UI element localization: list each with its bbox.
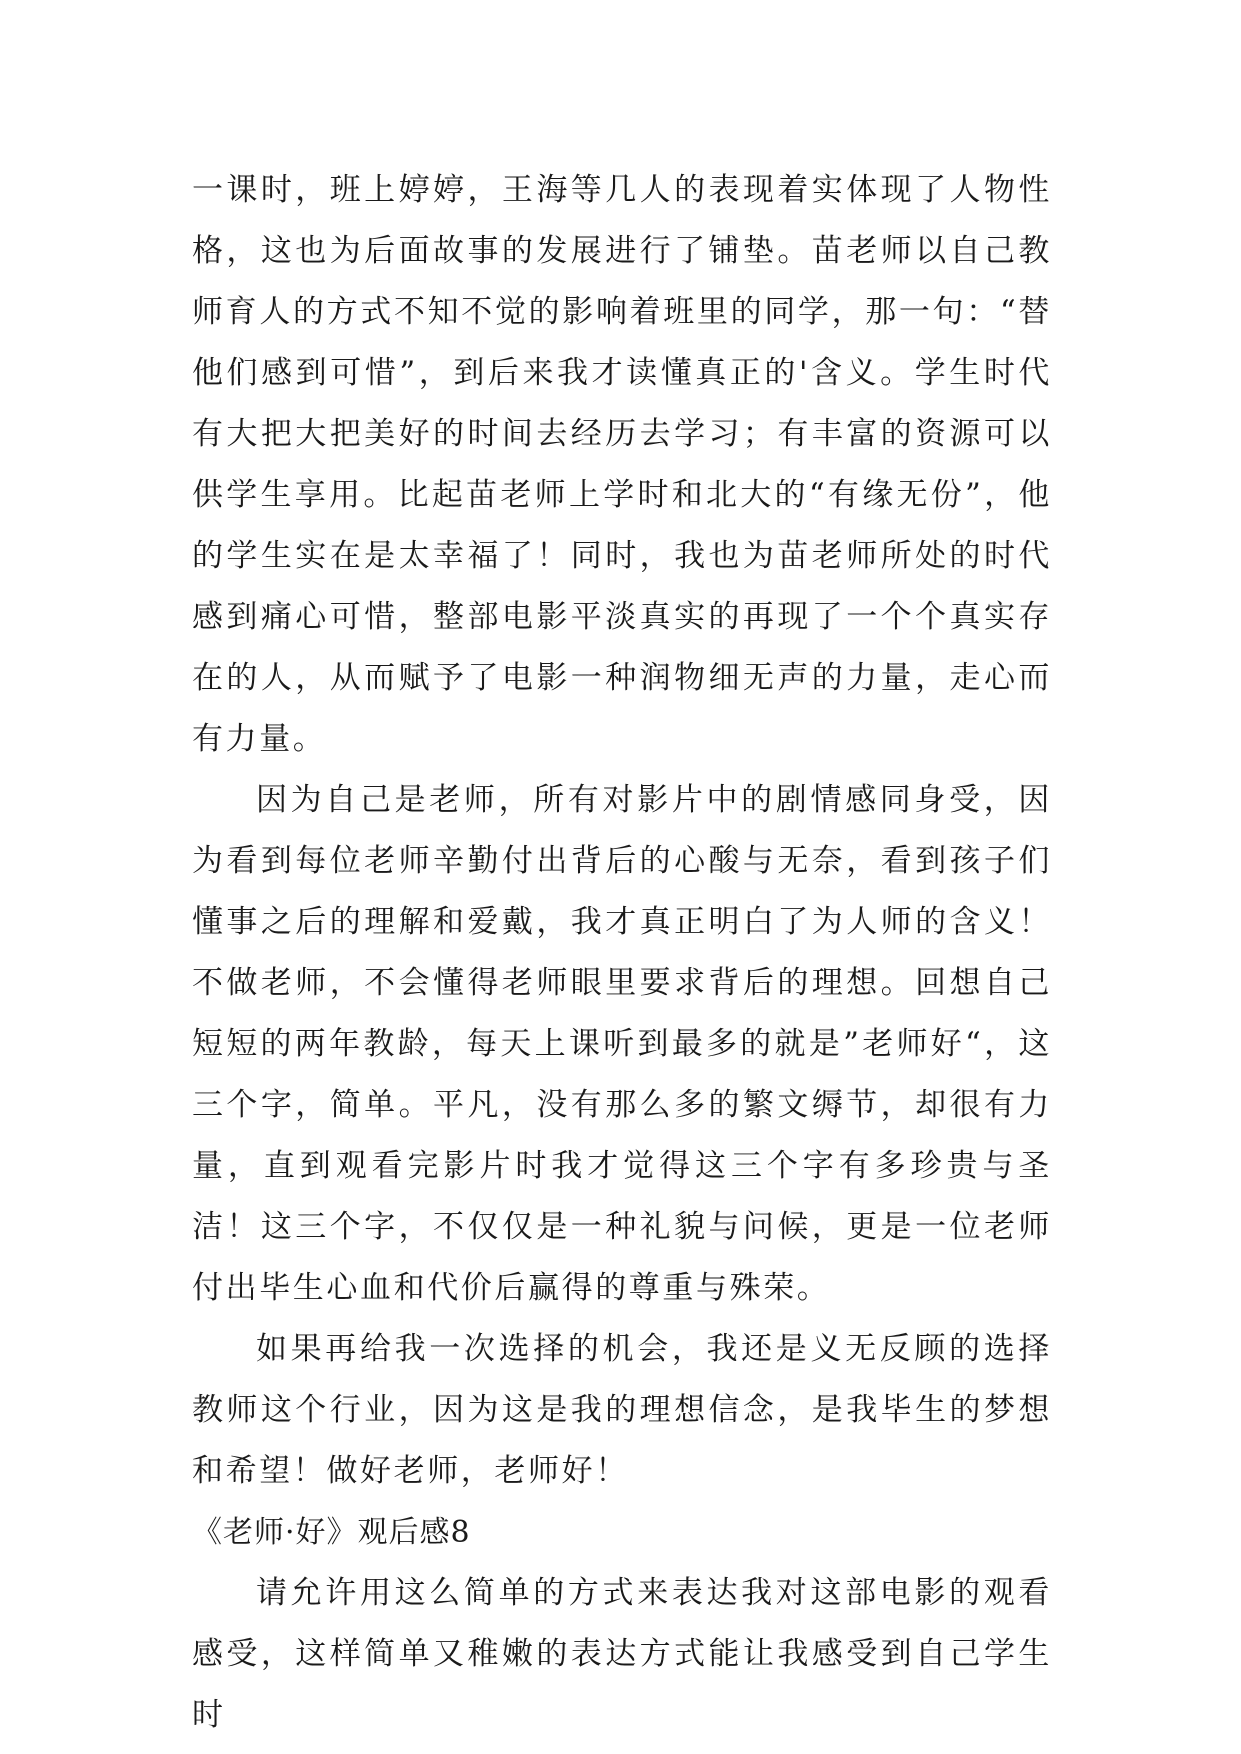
paragraph-choice: 如果再给我一次选择的机会，我还是义无反顾的选择教师这个行业，因为这是我的理想信念，是我毕生的梦想和希望！做好老师，老师好！ [192,1331,1052,1489]
paragraph-review-8-start: 请允许用这么简单的方式来表达我对这部电影的观看感受，这样简单又稚嫩的表达方式能让我感受到自己学生时 [192,1575,1052,1733]
document-body [192,160,1052,1746]
section-heading: 《老师·好》观后感8 [192,1515,471,1550]
paragraph-continued: 一课时，班上婷婷，王海等几人的表现着实体现了人物性格，这也为后面故事的发展进行了铺垫。苗老师以自己教师育人的方式不知不觉的影响着班里的同学，那一句：“替他们感到可惜”，到后来我才读懂真正的'含义。学生时代有大把大把美好的时间去经历去学习；有丰富的资源可以供学生享用。比起苗老师上学时和北大的“有缘无份”，他的学生实在是太幸福了！同时，我也为苗老师所处的时代感到痛心可惜，整部电影平淡真实的再现了一个个真实存在的人，从而赋予了电影一种润物细无声的力量，走心而有力量。 [192,172,1052,757]
paragraph-teacher-reflection: 因为自己是老师，所有对影片中的剧情感同身受，因为看到每位老师辛勤付出背后的心酸与无奈，看到孩子们懂事之后的理解和爱戴，我才真正明白了为人师的含义！不做老师，不会懂得老师眼里要求背后的理想。回想自己短短的两年教龄，每天上课听到最多的就是”老师好“，这三个字，简单。平凡，没有那么多的繁文缛节，却很有力量，直到观看完影片时我才觉得这三个字有多珍贵与圣洁！这三个字，不仅仅是一种礼貌与问候，更是一位老师付出毕生心血和代价后赢得的尊重与殊荣。 [192,782,1052,1306]
